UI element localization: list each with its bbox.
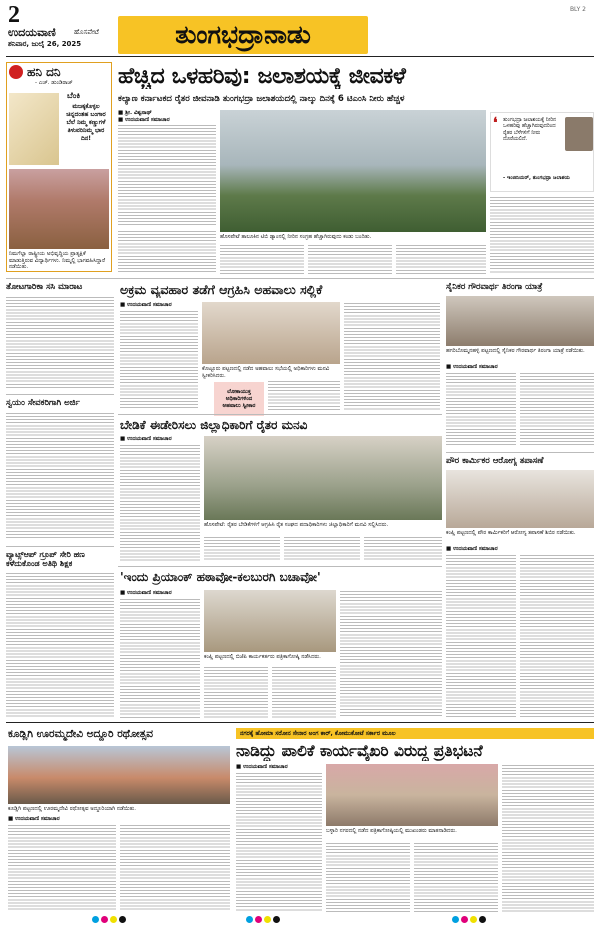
registration-mark-icon — [255, 916, 262, 923]
kudligi-dateline: ■ ಉದಯವಾಣಿ ಸಮಾಚಾರ — [8, 816, 60, 822]
story3-photo-caption: ಹೊಸಪೇಟೆ: ರೈತರ ಬೇಡಿಕೆಗಳಿಗೆ ಆಗ್ರಹಿಸಿ ರೈತ ಸಂಘದ ಪದಾಧಿಕಾರಿಗಳು ಜಿಲ್ಲಾಧಿಕಾರಿಗೆ ಮನವಿ ಸಲ್ಲಿಸಿದರು. — [204, 522, 389, 528]
tiranga-photo — [446, 296, 594, 346]
rule-6 — [118, 566, 442, 567]
quote-mark-icon: ❛ — [493, 115, 498, 131]
lead-body-col2 — [220, 244, 304, 274]
whatsapp-headline: ವ್ಯಾಟ್ಸ್‌ಆಪ್ ಗ್ರೂಪ್ ಸೇರಿ ಹಣ ಕಳೆದುಕೊಂಡ ಅತಿಥಿ ಶಿಕ್ಷಕ — [6, 550, 85, 568]
story2-headline: ಅಕ್ರಮ ವ್ಯವಹಾರ ತಡೆಗೆ ಆಗ್ರಹಿಸಿ ಅಹವಾಲು ಸಲ್ಲಿಕೆ — [120, 282, 323, 297]
rule-2 — [6, 394, 114, 395]
page-number: 2 — [8, 2, 20, 28]
poem-heading: ಬೆಂಕಿ — [67, 91, 81, 100]
story3-body-col4 — [364, 536, 442, 562]
lead-body-col1b — [118, 230, 216, 274]
tiranga-headline: ಸೈನಿಕರ ಗೌರವಾರ್ಥ ತಿರಂಗಾ ಯಾತ್ರೆ — [446, 282, 543, 292]
story3-body-col3 — [284, 536, 360, 562]
kudligi-photo — [8, 746, 230, 804]
health-dateline: ■ ಉದಯವಾಣಿ ಸಮಾಚಾರ — [446, 546, 498, 552]
story2-promo: ಲೋಕಾಯುಕ್ತ ಅಧಿಕಾರಿಗಳಿಂದ ಅಹವಾಲು ಸ್ವೀಕಾರ — [214, 382, 264, 416]
story2-photo — [202, 302, 340, 364]
poem-illustration — [9, 93, 59, 165]
lead-body-col5 — [490, 196, 594, 274]
protest-photo — [326, 764, 498, 826]
rule-5 — [6, 546, 114, 547]
svayam-headline: ಸ್ವಯಂ ಸೇವಕರಿಗಾಗಿ ಅರ್ಜಿ — [6, 398, 80, 408]
story3-body-col2 — [204, 536, 280, 562]
lead-photo-caption: ಹೊಸಪೇಟೆ ತಾಲೂಕಿನ ಟಿಬಿ ಡ್ಯಾಂನಲ್ಲಿ ನೀರಿನ ಸಂಗ್ರಹ ಹೆಚ್ಚಾಗಿರುವುದು ಕಂಡು ಬಂದಿತು. — [220, 234, 372, 240]
story2-body-col3 — [344, 302, 440, 410]
lead-byline: ■ ಶ್ರೀ. ವಿಶ್ವನಾಥ್ — [118, 110, 152, 116]
registration-mark-icon — [119, 916, 126, 923]
rule-3 — [118, 414, 442, 415]
tiranga-photo-caption: ಹಗರಿಬೊಮ್ಮನಹಳ್ಳಿ ಪಟ್ಟಣದಲ್ಲಿ ಸೈನಿಕರ ಗೌರವಾರ್ಥ ತಿರಂಗಾ ಯಾತ್ರೆ ನಡೆಯಿತು. — [446, 348, 585, 354]
registration-mark-icon — [470, 916, 477, 923]
lead-dateline: ■ ಉದಯವಾಣಿ ಸಮಾಚಾರ — [118, 117, 170, 123]
lead-dam-photo — [220, 110, 486, 232]
lead-headline: ಹೆಚ್ಚಿದ ಒಳಹರಿವು: ಜಲಾಶಯಕ್ಕೆ ಜೀವಕಳೆ — [118, 64, 406, 89]
hani-dani-photo-caption: ನಿಮಗೆಲ್ಲಾ ರಾಷ್ಟ್ರೀಯ ಅಭಿವೃದ್ಧಿಯ ಪ್ರಾತ್ಯಕ್ಷಿಕೆ ಮಾಡುತ್ತಿರುವ ವಿದ್ಯಾರ್ಥಿಗಳು. ನಿಮ್ಮಲ್ಲಿ ಭಾಗವಹಿಸಿದ್ದಾರೆ ನಡೆಯಿತು. — [9, 251, 106, 270]
story3-body-col1 — [120, 444, 200, 562]
rule-7 — [6, 722, 594, 723]
protest-photo-caption: ಬಳ್ಳಾರಿ ನಗರದಲ್ಲಿ ನಡೆದ ಪತ್ರಿಕಾಗೋಷ್ಠಿಯಲ್ಲಿ ಮುಖಂಡರು ಮಾತನಾಡಿದರು. — [326, 828, 457, 834]
story4-body-col1 — [120, 598, 200, 718]
story4-body-col4 — [340, 590, 442, 718]
paper-name: ಉದಯವಾಣಿ — [8, 26, 56, 39]
rule-4 — [446, 452, 594, 453]
hani-dani-author: - ಎಚ್. ಡುಂಡಿರಾಜ್ — [35, 80, 73, 86]
quote-author-photo — [565, 117, 593, 151]
story2-dateline: ■ ಉದಯವಾಣಿ ಸಮಾಚಾರ — [120, 302, 172, 308]
issue-date: ಶನಿವಾರ, ಜುಲೈ 26, 2025 — [8, 40, 82, 48]
story2-photo-caption: ಕೊಟ್ಟೂರು ಪಟ್ಟಣದಲ್ಲಿ ನಡೆದ ಅಹವಾಲು ಸಭೆಯಲ್ಲಿ ಅಧಿಕಾರಿಗಳು ಮನವಿ ಸ್ವೀಕರಿಸಿದರು. — [202, 366, 330, 379]
protest-dateline: ■ ಉದಯವಾಣಿ ಸಮಾಚಾರ — [236, 764, 288, 770]
protest-body-col3 — [414, 842, 498, 912]
whatsapp-body — [6, 572, 114, 718]
edition-name: ಹೊಸಪೇಟೆ — [74, 28, 99, 36]
kudligi-body-col1 — [8, 824, 116, 912]
story4-dateline: ■ ಉದಯವಾಣಿ ಸಮಾಚಾರ — [120, 590, 172, 596]
story4-body-col3 — [272, 666, 336, 718]
story2-body-col2 — [268, 380, 340, 410]
hani-dani-photo — [9, 169, 109, 249]
kudligi-headline: ಕೂಡ್ಲಿಗಿ ಊರಮ್ಮದೇವಿ ಅದ್ದೂರಿ ರಥೋತ್ಸವ — [8, 728, 153, 740]
story3-photo — [204, 436, 442, 520]
story4-body-col2 — [204, 666, 268, 718]
registration-mark-icon — [452, 916, 459, 923]
section-masthead: ತುಂಗಭದ್ರಾನಾಡು — [118, 16, 368, 54]
lead-quote-box — [490, 112, 594, 192]
lead-body-col3 — [308, 244, 392, 274]
hani-dani-box — [6, 62, 112, 272]
protest-kicker: ನಗರಕ್ಕೆ ಹೋಮಾ ಸರೋನ ಸೇನಾರ ಅಂಗ ಕಾರ್, ಕೋಮುಕೋಟೆ ಸರ್ಕಾರ ಮೂಲ — [236, 728, 594, 739]
hani-dani-logo-icon — [9, 65, 23, 79]
thothagarike-headline: ತೋಟಗಾರಿಕಾ ಸಸಿ ಮಾರಾಟ — [6, 282, 83, 292]
registration-mark-icon — [110, 916, 117, 923]
tiranga-dateline: ■ ಉದಯವಾಣಿ ಸಮಾಚಾರ — [446, 364, 498, 370]
lead-quote-author: - ಇಂಜಿನಿಯರ್, ತುಂಗಭದ್ರಾ ಜಲಾಶಯ — [503, 175, 571, 181]
registration-mark-icon — [461, 916, 468, 923]
story2-body-col1 — [120, 310, 198, 410]
health-body-col1 — [446, 554, 516, 718]
health-photo-caption: ಕಂಪ್ಲಿ ಪಟ್ಟಣದಲ್ಲಿ ಪೌರ ಕಾರ್ಮಿಕರಿಗೆ ಆರೋಗ್ಯ ತಪಾಸಣೆ ಶಿಬಿರ ನಡೆಯಿತು. — [446, 530, 576, 536]
kudligi-photo-caption: ಕೂಡ್ಲಿಗಿ ಪಟ್ಟಣದಲ್ಲಿ ಊರಮ್ಮದೇವಿ ರಥೋತ್ಸವ ಅದ್ದೂರಿಯಾಗಿ ನಡೆಯಿತು. — [8, 806, 137, 812]
health-body-col2 — [520, 554, 594, 718]
lead-body-col1 — [118, 124, 216, 226]
protest-headline: ನಾಡಿದ್ದು ಪಾಲಿಕೆ ಕಾರ್ಯವೈಖರಿ ವಿರುದ್ಧ ಪ್ರತಿಭಟನೆ — [236, 742, 483, 760]
rule-1 — [6, 278, 594, 279]
poem-text: ಮಜಕ್ಕಕೊಳ್ಳಲ ಚಿನ್ನದಂತಹ ಬಂಗಾರ ಬೆಲೆ ನಿಮ್ಮ ಕಣ್ಣುಗಳೆ ತಿಳುವರಿನಿಮ್ಮ ಭಾರ ದಿನ! — [66, 103, 106, 142]
tiranga-body-col1 — [446, 372, 516, 446]
header-rule — [6, 56, 594, 57]
hani-dani-title: ಹನಿ ದನಿ — [27, 65, 61, 79]
lead-quote-text: ತುಂಗಭದ್ರಾ ಜಲಾಶಯಕ್ಕೆ ನೀರಿನ ಒಳಹರಿವು ಹೆಚ್ಚಾಗಿರುವುದರಿಂದ ರೈತರ ಬೆಳೆಗಳಿಗೆ ನೀರು ದೊರೆಯಲಿದೆ. — [503, 117, 556, 143]
lead-body-col4 — [396, 244, 486, 274]
svayam-body — [6, 412, 114, 540]
story4-photo — [204, 590, 336, 652]
story3-headline: ಬೇಡಿಕೆ ಈಡೇರಿಸಲು ಜಿಲ್ಲಾಧಿಕಾರಿಗೆ ರೈತರ ಮನವಿ — [120, 418, 308, 432]
registration-mark-icon — [101, 916, 108, 923]
registration-mark-icon — [92, 916, 99, 923]
story4-headline: 'ಇಂದು ಪ್ರಿಯಾಂಕ್ ಹಠಾವೋ-ಕಲಬುರಗಿ ಬಚಾವೋ' — [120, 570, 321, 584]
tiranga-body-col2 — [520, 372, 594, 446]
protest-body-col2 — [326, 842, 410, 912]
thothagarike-body — [6, 296, 114, 388]
health-headline: ಪೌರ ಕಾರ್ಮಿಕರ ಆರೋಗ್ಯ ತಪಾಸಣೆ — [446, 456, 544, 466]
story3-dateline: ■ ಉದಯವಾಣಿ ಸಮಾಚಾರ — [120, 436, 172, 442]
registration-mark-icon — [246, 916, 253, 923]
page-code: BLY 2 — [569, 6, 586, 13]
kudligi-body-col2 — [120, 824, 230, 912]
protest-body-col4 — [502, 764, 594, 912]
story4-photo-caption: ಕಂಪ್ಲಿ ಪಟ್ಟಣದಲ್ಲಿ ಬಿಜೆಪಿ ಕಾರ್ಯಕರ್ತರು ಪತ್ರಿಕಾಗೋಷ್ಠಿ ನಡೆಸಿದರು. — [204, 654, 321, 660]
registration-mark-icon — [273, 916, 280, 923]
protest-body-col1 — [236, 772, 322, 912]
registration-mark-icon — [264, 916, 271, 923]
health-photo — [446, 470, 594, 528]
lead-subheadline: ಕಲ್ಯಾಣ ಕರ್ನಾಟಕದ ರೈತರ ಜೀವನಾಡಿ ತುಂಗಭದ್ರಾ ಜಲಾಶಯದಲ್ಲಿ ನಾಲ್ಕು ದಿನಕ್ಕೆ 6 ಟಿಎಂಸಿ ನೀರು ಹೆಚ್ಚಳ — [118, 94, 405, 104]
registration-mark-icon — [479, 916, 486, 923]
